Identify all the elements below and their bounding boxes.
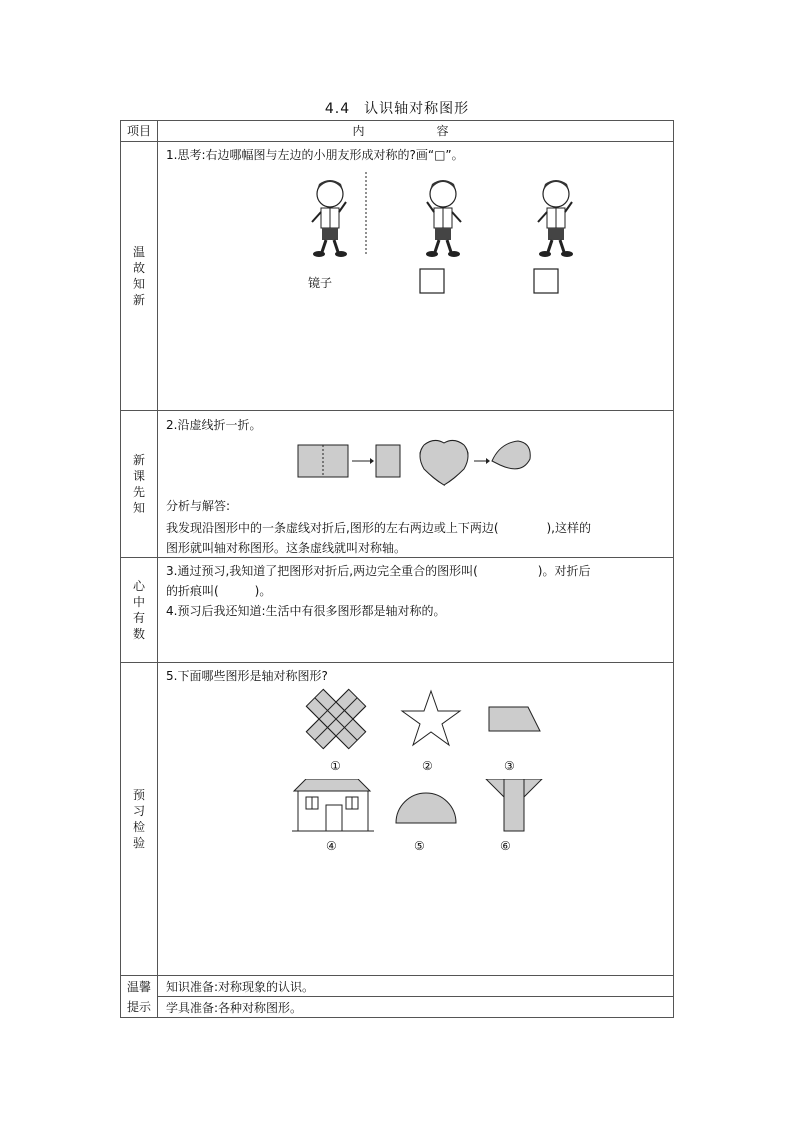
- question-1: 1.思考:右边哪幅图与左边的小朋友形成对称的?画“□”。: [166, 148, 464, 162]
- footer-label-top: 温馨: [121, 976, 158, 997]
- question-4: 4.预习后我还知道:生活中有很多图形都是轴对称的。: [166, 604, 446, 618]
- question-3-line-2: 的折痕叫( )。: [166, 584, 272, 598]
- shapes-row-1: [288, 687, 548, 757]
- analysis-title: 分析与解答:: [166, 499, 231, 513]
- child-figure-option-2: [538, 180, 573, 257]
- section2-label-cell: [121, 411, 158, 558]
- header-content-label: 内 容: [352, 124, 479, 138]
- child-figure-option-1: [426, 180, 461, 257]
- section4-label-cell: [121, 663, 158, 976]
- section4-content: [158, 663, 674, 976]
- header-item: 项目: [121, 121, 158, 142]
- grid-cross-shape: [294, 687, 379, 757]
- section3-label: 心中有数: [132, 579, 145, 641]
- shape-label-2: ②: [422, 759, 433, 773]
- house-shape: [292, 779, 374, 831]
- shape-label-6: ⑥: [500, 839, 511, 853]
- section4-label: 预习检验: [132, 788, 145, 850]
- page-title: [0, 98, 794, 118]
- section1-label: 温故知新: [132, 245, 145, 307]
- answer-box-1: [420, 269, 444, 293]
- mirror-label: 镜子: [308, 276, 333, 290]
- section2-content: [158, 411, 674, 558]
- header-content: [158, 121, 674, 142]
- title-number: 4.4: [324, 101, 351, 117]
- question-5: 5.下面哪些图形是轴对称图形?: [166, 669, 328, 683]
- trapezoid-shape: [489, 707, 540, 731]
- worksheet-table: [120, 120, 674, 1018]
- shape-label-1: ①: [330, 759, 341, 773]
- answer-box-2: [534, 269, 558, 293]
- section3-label-cell: [121, 558, 158, 663]
- section1-label-cell: [121, 142, 158, 411]
- footer-label-bottom: 提示: [121, 997, 158, 1018]
- fold-diagram: [296, 439, 546, 493]
- section2-label: 新课先知: [132, 453, 145, 515]
- half-heart: [492, 441, 530, 469]
- section3-content: [158, 558, 674, 663]
- shape-label-4: ④: [326, 839, 337, 853]
- question-2: 2.沿虚线折一折。: [166, 418, 262, 432]
- shape-label-3: ③: [504, 759, 515, 773]
- child-figure-original: [312, 180, 347, 257]
- shapes-row-2: [286, 779, 556, 837]
- t-shape: [486, 779, 542, 831]
- section1-content: [158, 142, 674, 411]
- footer-line-2: 学具准备:各种对称图形。: [158, 997, 674, 1018]
- star-shape: [402, 691, 460, 745]
- folded-rectangle: [376, 445, 400, 477]
- shape-label-5: ⑤: [414, 839, 425, 853]
- mirror-figures: [308, 172, 688, 302]
- title-text: 认识轴对称图形: [364, 101, 470, 117]
- question-3-line-1: 3.通过预习,我知道了把图形对折后,两边完全重合的图形叫( )。对折后: [166, 564, 591, 578]
- semicircle-shape: [396, 793, 456, 823]
- footer-line-1: 知识准备:对称现象的认识。: [158, 976, 674, 997]
- analysis-line-1: 我发现沿图形中的一条虚线对折后,图形的左右两边或上下两边( ),这样的: [166, 521, 591, 535]
- analysis-line-2: 图形就叫轴对称图形。这条虚线就叫对称轴。: [166, 541, 407, 555]
